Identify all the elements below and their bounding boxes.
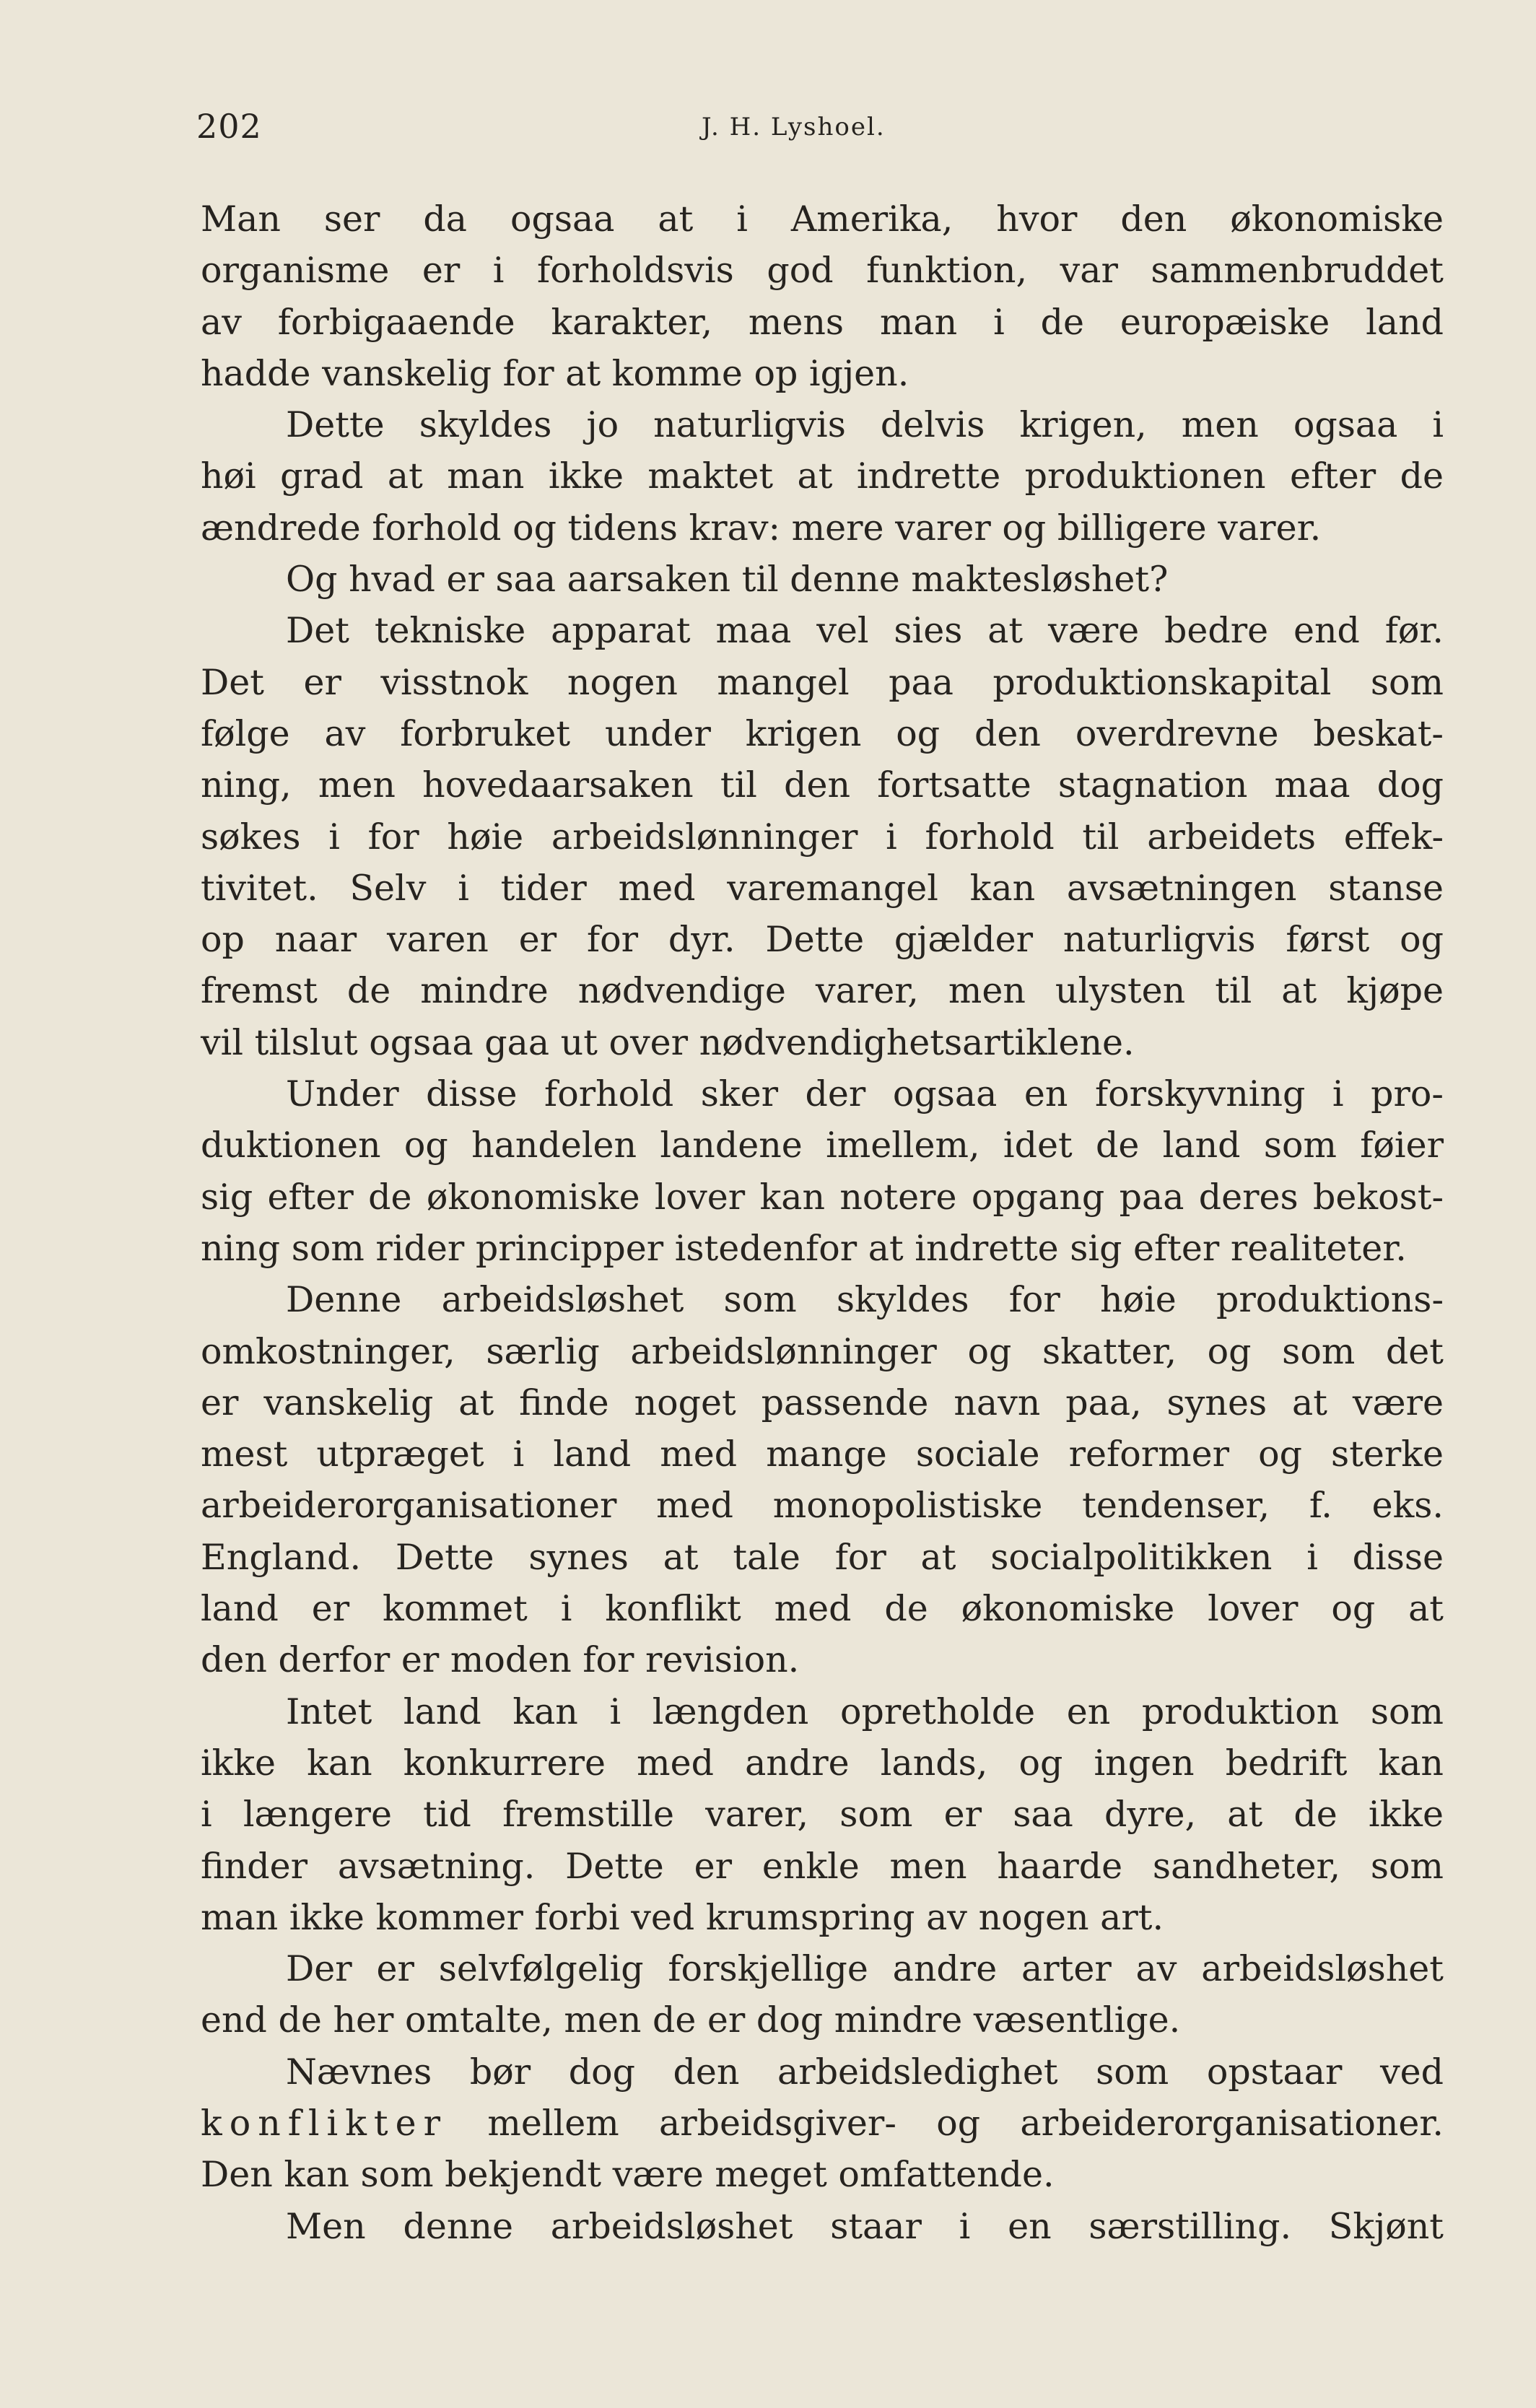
text-line: vil tilslut ogsaa gaa ut over nødvendighetsartiklene. bbox=[201, 1021, 1135, 1063]
text-line: organisme er i forholdsvis god funktion, var sammenbruddet bbox=[201, 250, 1444, 292]
emphasized-word: konflikter bbox=[201, 2102, 448, 2144]
text-line: omkostninger, særlig arbeidslønninger og skatter, og som det bbox=[201, 1330, 1444, 1372]
text-line: Det tekniske apparat maa vel sies at være bedre end før. bbox=[286, 610, 1444, 652]
text-line: ning som rider principper istedenfor at indrette sig efter realiteter. bbox=[201, 1227, 1407, 1269]
text-line: høi grad at man ikke maktet at indrette produktionen efter de bbox=[201, 455, 1444, 497]
text-line bbox=[201, 2098, 1444, 2149]
text-line: Og hvad er saa aarsaken til denne maktesløshet? bbox=[286, 559, 1169, 601]
text-line: den derfor er moden for revision. bbox=[201, 1639, 800, 1681]
text-line: ning, men hovedaarsaken til den fortsatte stagnation maa dog bbox=[201, 764, 1444, 806]
text-line: i længere tid fremstille varer, som er saa dyre, at de ikke bbox=[201, 1794, 1444, 1836]
text-line: man ikke kommer forbi ved krumspring av nogen art. bbox=[201, 1896, 1164, 1938]
text-line: Der er selvfølgelig forskjellige andre arter av arbeidsløshet bbox=[286, 1948, 1444, 1990]
text-line: op naar varen er for dyr. Dette gjælder naturligvis først og bbox=[201, 919, 1444, 961]
text-line: av forbigaaende karakter, mens man i de europæiske land bbox=[201, 301, 1444, 343]
text-line: sig efter de økonomiske lover kan notere opgang paa deres bekost- bbox=[201, 1176, 1444, 1218]
text-line: Dette skyldes jo naturligvis delvis krigen, men ogsaa i bbox=[286, 404, 1444, 446]
text-line: land er kommet i konflikt med de økonomiske lover og at bbox=[201, 1588, 1444, 1630]
page-header bbox=[196, 107, 1441, 165]
text-line: tivitet. Selv i tider med varemangel kan avsætningen stanse bbox=[201, 867, 1444, 909]
text-line: England. Dette synes at tale for at socialpolitikken i disse bbox=[201, 1536, 1444, 1578]
text-line: følge av forbruket under krigen og den overdrevne beskat- bbox=[201, 712, 1444, 754]
text-line-rest: mellem arbeidsgiver- og arbeiderorganisationer. bbox=[487, 2102, 1444, 2144]
text-line: Den kan som bekjendt være meget omfattende. bbox=[201, 2154, 1055, 2196]
page-number: 202 bbox=[196, 107, 262, 146]
text-line: Denne arbeidsløshet som skyldes for høie produktions- bbox=[286, 1279, 1444, 1321]
body-text bbox=[201, 193, 1444, 2252]
text-line: Intet land kan i længden opretholde en produktion som bbox=[286, 1691, 1444, 1732]
text-line: duktionen og handelen landene imellem, idet de land som føier bbox=[201, 1125, 1444, 1166]
text-line: mest utpræget i land med mange sociale reformer og sterke bbox=[201, 1434, 1444, 1475]
text-line: er vanskelig at finde noget passende navn paa, synes at være bbox=[201, 1382, 1444, 1423]
text-line: Nævnes bør dog den arbeidsledighet som opstaar ved bbox=[286, 2051, 1444, 2093]
text-line: Det er visstnok nogen mangel paa produktionskapital som bbox=[201, 661, 1444, 703]
text-line: Men denne arbeidsløshet staar i en særstilling. Skjønt bbox=[286, 2205, 1444, 2247]
text-line: Under disse forhold sker der ogsaa en forskyvning i pro- bbox=[286, 1073, 1444, 1115]
text-line: ændrede forhold og tidens krav: mere varer og billigere varer. bbox=[201, 507, 1322, 549]
text-line: søkes i for høie arbeidslønninger i forhold til arbeidets effek- bbox=[201, 816, 1444, 858]
text-line: fremst de mindre nødvendige varer, men ulysten til at kjøpe bbox=[201, 970, 1444, 1012]
text-line: arbeiderorganisationer med monopolistiske tendenser, f. eks. bbox=[201, 1485, 1444, 1527]
text-line: ikke kan konkurrere med andre lands, og ingen bedrift kan bbox=[201, 1742, 1444, 1784]
text-line: Man ser da ogsaa at i Amerika, hvor den økonomiske bbox=[201, 199, 1444, 240]
text-line: hadde vanskelig for at komme op igjen. bbox=[201, 352, 909, 394]
text-line: end de her omtalte, men de er dog mindre væsentlige. bbox=[201, 1999, 1181, 2041]
running-head: J. H. Lyshoel. bbox=[702, 113, 886, 141]
text-line: finder avsætning. Dette er enkle men haarde sandheter, som bbox=[201, 1845, 1444, 1887]
